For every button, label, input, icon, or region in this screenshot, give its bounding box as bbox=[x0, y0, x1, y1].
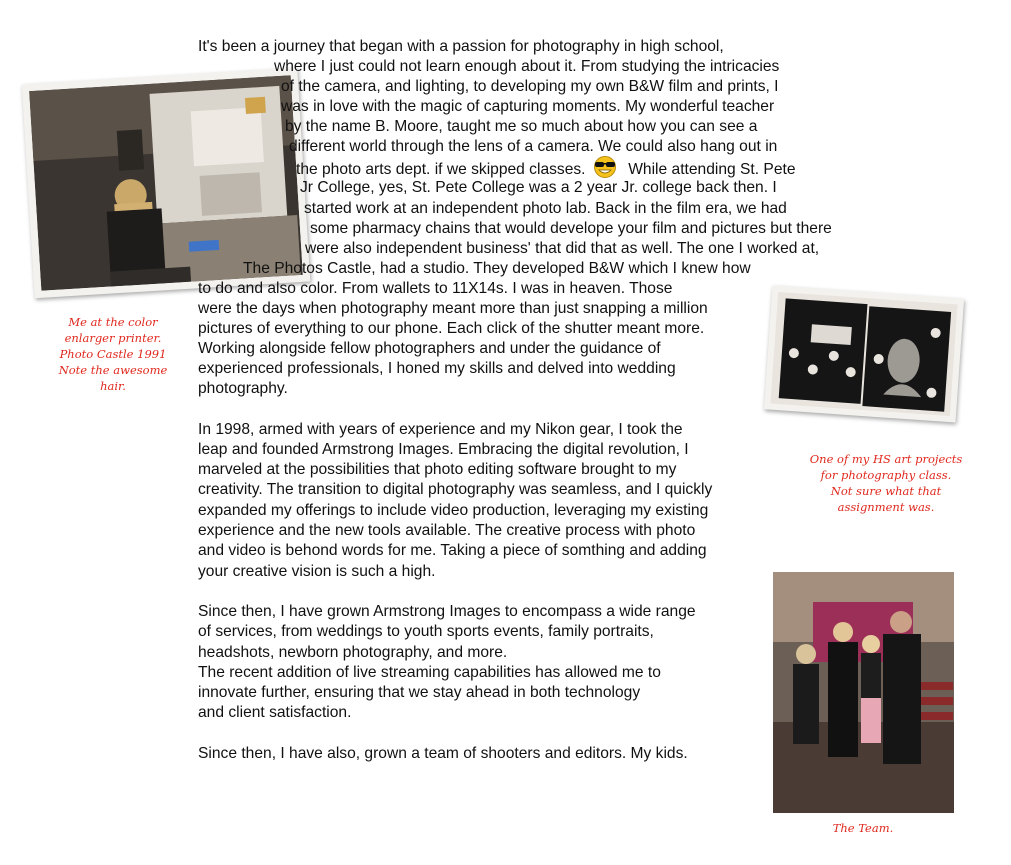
caption-line: enlarger printer. bbox=[64, 331, 162, 345]
story-line: creativity. The transition to digital photography was seamless, and I quickly bbox=[198, 481, 713, 498]
story-line: marveled at the possibilities that photo editing software brought to my bbox=[198, 461, 677, 478]
story-line: experience and the new tools available. The creative process with photo bbox=[198, 522, 696, 539]
art-project-caption bbox=[796, 451, 976, 515]
story-line: innovate further, ensuring that we stay ahead in both technology bbox=[198, 684, 641, 701]
story-line: of the camera, and lighting, to developing my own B&W film and prints, I bbox=[281, 78, 779, 95]
story-line: by the name B. Moore, taught me so much about how you can see a bbox=[285, 118, 758, 135]
enlarger-caption bbox=[38, 314, 188, 394]
story-line: and video is behond words for me. Taking a piece of somthing and adding bbox=[198, 542, 707, 559]
story-line: were also independent business' that did that as well. The one I worked at, bbox=[305, 240, 820, 257]
story-line: headshots, newborn photography, and more. bbox=[198, 644, 508, 661]
story-line: different world through the lens of a camera. We could also hang out in bbox=[289, 138, 778, 155]
story-line: your creative vision is such a high. bbox=[198, 563, 436, 580]
story-line: leap and founded Armstrong Images. Embracing the digital revolution, I bbox=[198, 441, 689, 458]
story-line: Since then, I have also, grown a team of shooters and editors. My kids. bbox=[198, 745, 688, 762]
story-line: to do and also color. From wallets to 11X14s. I was in heaven. Those bbox=[198, 280, 673, 297]
story-line: started work at an independent photo lab. Back in the film era, we had bbox=[304, 200, 787, 217]
story-line: some pharmacy chains that would develope your film and pictures but there bbox=[310, 220, 832, 237]
story-line: and client satisfaction. bbox=[198, 704, 352, 721]
caption-line: for photography class. bbox=[820, 468, 952, 482]
story-line: was in love with the magic of capturing moments. My wonderful teacher bbox=[281, 98, 775, 115]
story-line-text: While attending St. Pete bbox=[628, 161, 796, 178]
caption-line: One of my HS art projects bbox=[809, 452, 963, 466]
story-line: The recent addition of live streaming capabilities has allowed me to bbox=[198, 664, 661, 681]
caption-line: Note the awesome bbox=[58, 363, 168, 377]
story-line-text: the photo arts dept. if we skipped classes. bbox=[296, 161, 586, 178]
team-caption bbox=[808, 820, 918, 836]
caption-line: Me at the color bbox=[68, 315, 158, 329]
story-line: of services, from weddings to youth sports events, family portraits, bbox=[198, 623, 654, 640]
story-line: photography. bbox=[198, 380, 288, 397]
team-photo bbox=[773, 572, 954, 813]
caption-line: assignment was. bbox=[837, 500, 935, 514]
caption-line: hair. bbox=[100, 379, 126, 393]
story-line: experienced professionals, I honed my skills and delved into wedding bbox=[198, 360, 676, 377]
story-line: It's been a journey that began with a passion for photography in high school, bbox=[198, 38, 724, 55]
story-line: Jr College, yes, St. Pete College was a 2 year Jr. college back then. I bbox=[300, 179, 777, 196]
story-line: Since then, I have grown Armstrong Images to encompass a wide range bbox=[198, 603, 696, 620]
story-line: where I just could not learn enough about it. From studying the intricacies bbox=[274, 58, 780, 75]
caption-line: The Team. bbox=[832, 821, 894, 835]
story-line: pictures of everything to our phone. Each click of the shutter meant more. bbox=[198, 320, 705, 337]
story-line: expanded my offerings to include video production, leveraging my existing bbox=[198, 502, 709, 519]
story-line: In 1998, armed with years of experience and my Nikon gear, I took the bbox=[198, 421, 683, 438]
story-line: were the days when photography meant more than just snapping a million bbox=[198, 300, 708, 317]
story-line: Working alongside fellow photographers and under the guidance of bbox=[198, 340, 661, 357]
story-line: The Photos Castle, had a studio. They developed B&W which I knew how bbox=[243, 260, 751, 277]
art-project-photo bbox=[764, 285, 964, 422]
caption-line: Photo Castle 1991 bbox=[59, 347, 167, 361]
caption-line: Not sure what that bbox=[830, 484, 942, 498]
